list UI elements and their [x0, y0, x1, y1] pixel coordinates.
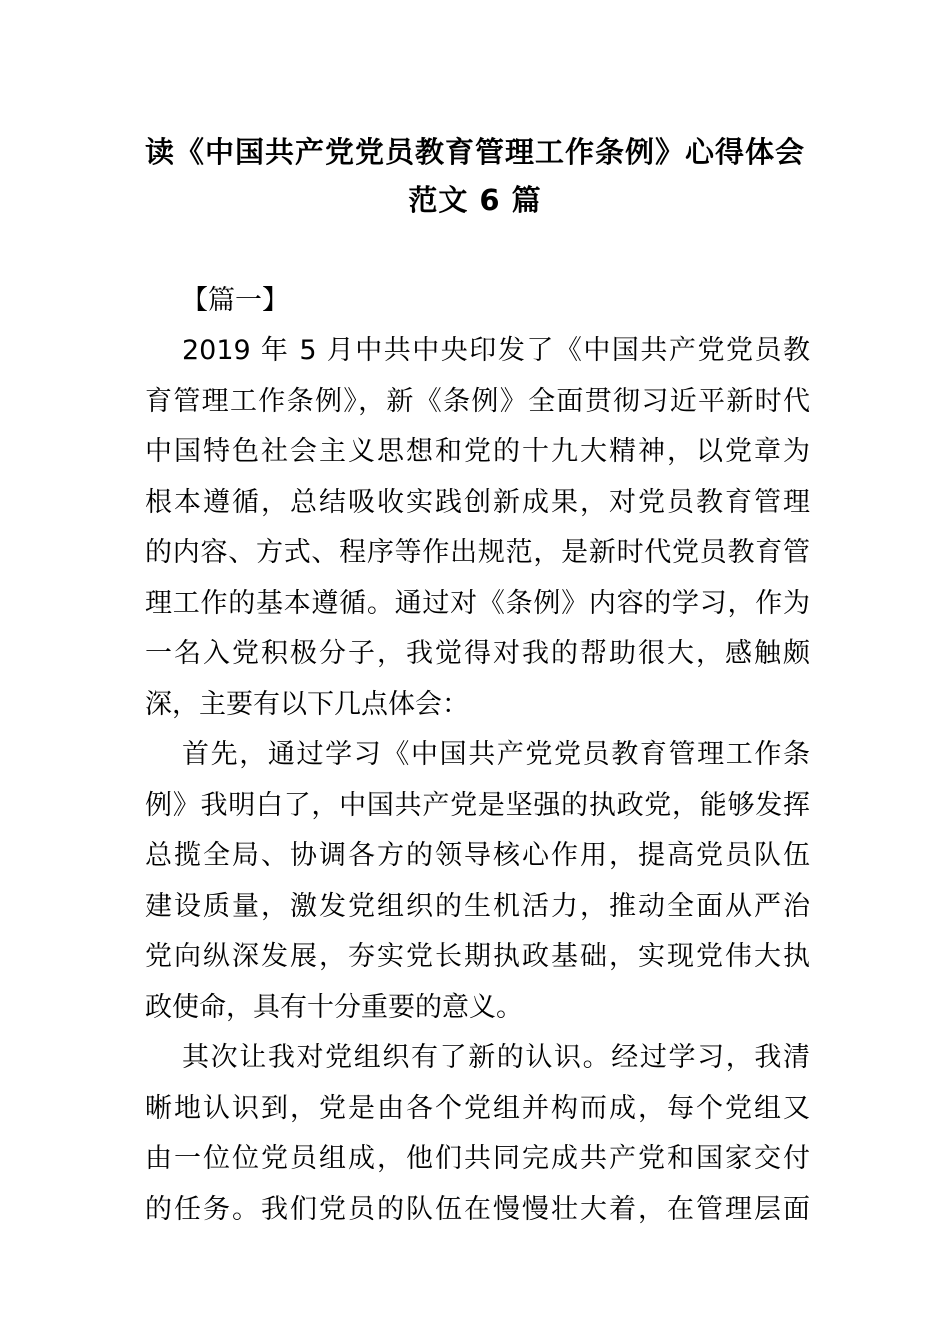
paragraph-line: 建设质量，激发党组织的生机活力，推动全面从严治	[145, 891, 810, 922]
paragraph-line: 的任务。我们党员的队伍在慢慢壮大着，在管理层面	[145, 1194, 810, 1225]
paragraph-line: 总揽全局、协调各方的领导核心作用，提高党员队伍	[145, 840, 810, 871]
paragraph-line: 育管理工作条例》，新《条例》全面贯彻习近平新时代	[145, 386, 810, 417]
section-heading: 【篇一】	[181, 285, 289, 316]
paragraph-line: 深，主要有以下几点体会：	[145, 689, 469, 720]
paragraph-line: 晰地认识到，党是由各个党组并构而成，每个党组又	[145, 1093, 810, 1124]
paragraph-line: 的内容、方式、程序等作出规范，是新时代党员教育管	[145, 537, 810, 568]
paragraph-line: 其次让我对党组织有了新的认识。经过学习，我清	[182, 1042, 810, 1073]
document-title-line-2: 范文 6 篇	[408, 183, 542, 217]
paragraph-line: 政使命，具有十分重要的意义。	[145, 992, 523, 1023]
paragraph-line: 根本遵循，总结吸收实践创新成果，对党员教育管理	[145, 487, 810, 518]
paragraph-line: 例》我明白了，中国共产党是坚强的执政党，能够发挥	[145, 790, 810, 821]
paragraph-line: 理工作的基本遵循。通过对《条例》内容的学习，作为	[145, 588, 810, 619]
paragraph-line: 一名入党积极分子，我觉得对我的帮助很大，感触颇	[145, 638, 810, 669]
document-title-line-1: 读《中国共产党党员教育管理工作条例》心得体会	[144, 135, 805, 169]
paragraph-line: 中国特色社会主义思想和党的十九大精神，以党章为	[145, 436, 810, 467]
paragraph-line: 2019 年 5 月中共中央印发了《中国共产党党员教	[182, 335, 810, 366]
paragraph-line: 党向纵深发展，夯实党长期执政基础，实现党伟大执	[145, 941, 810, 972]
paragraph-line: 首先，通过学习《中国共产党党员教育管理工作条	[182, 739, 810, 770]
paragraph-line: 由一位位党员组成，他们共同完成共产党和国家交付	[145, 1143, 810, 1174]
